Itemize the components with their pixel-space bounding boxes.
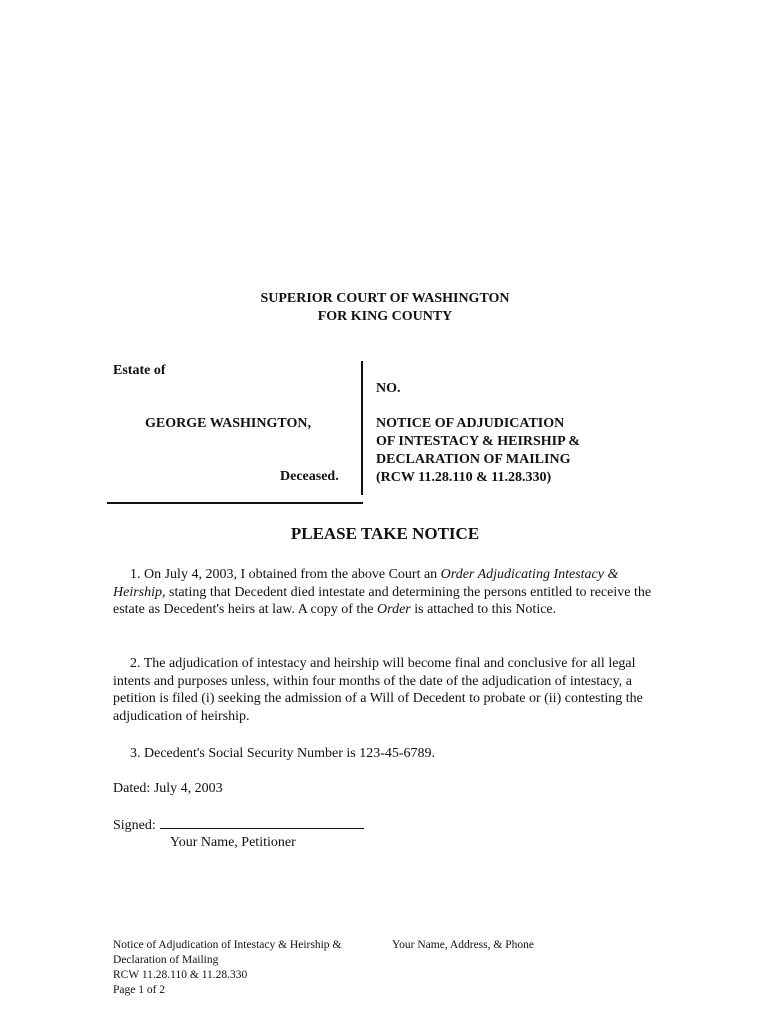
court-county: FOR KING COUNTY — [317, 309, 453, 324]
estate-of-label: Estate of — [113, 363, 166, 378]
caption-horizontal-rule — [107, 502, 363, 504]
case-number-label: NO. — [376, 381, 401, 396]
signature-blank[interactable] — [160, 816, 364, 829]
signature-line — [113, 816, 653, 835]
p1-text-a: 1. On July 4, 2003, I obtained from the above Court an — [130, 567, 441, 582]
paragraph-3 — [113, 745, 653, 763]
p1-order-title: Order Adjudicating Intestacy & Heirship — [113, 567, 619, 600]
paragraph-2 — [113, 655, 653, 725]
dated-line: Dated: July 4, 2003 — [113, 781, 223, 796]
signer-name: Your Name, Petitioner — [170, 835, 296, 850]
court-name: SUPERIOR COURT OF WASHINGTON — [260, 291, 510, 306]
signed-label: Signed: — [113, 818, 156, 833]
footer-line: RCW 11.28.110 & 11.28.330 — [113, 969, 248, 981]
footer-left — [113, 938, 341, 998]
deceased-label: Deceased. — [280, 469, 339, 484]
p1-text-c: , stating that Decedent died intestate and determining the persons entitled to receive the estate as Decedent's heirs at law. A copy of the — [113, 584, 652, 618]
document-title — [376, 415, 580, 487]
court-header — [0, 290, 770, 326]
title-line: (RCW 11.28.110 & 11.28.330) — [376, 470, 552, 485]
p2-text: 2. The adjudication of intestacy and heirship will become final and conclusive for all legal intents and purposes unless, within four months of the date of the adjudication of intestacy, a petition is filed (i) seeking the admission of a Will of Decedent to probate or (ii) contesting the adjudication of heirship. — [113, 656, 643, 724]
footer-line: Notice of Adjudication of Intestacy & Heirship & — [113, 939, 342, 951]
title-line: DECLARATION OF MAILING — [376, 452, 571, 467]
caption-vertical-rule — [361, 361, 363, 495]
page-number: Page 1 of 2 — [113, 984, 166, 996]
paragraph-1 — [113, 566, 653, 619]
decedent-name: GEORGE WASHINGTON, — [145, 416, 311, 431]
p3-text: 3. Decedent's Social Security Number is 123-45-6789. — [130, 746, 436, 761]
p1-order-word: Order — [377, 602, 411, 618]
footer-line: Declaration of Mailing — [113, 954, 219, 966]
title-line: OF INTESTACY & HEIRSHIP & — [376, 434, 581, 449]
title-line: NOTICE OF ADJUDICATION — [376, 416, 565, 431]
footer-right: Your Name, Address, & Phone — [392, 939, 534, 951]
p1-text-e: is attached to this Notice. — [410, 602, 557, 618]
notice-heading: PLEASE TAKE NOTICE — [290, 524, 480, 543]
